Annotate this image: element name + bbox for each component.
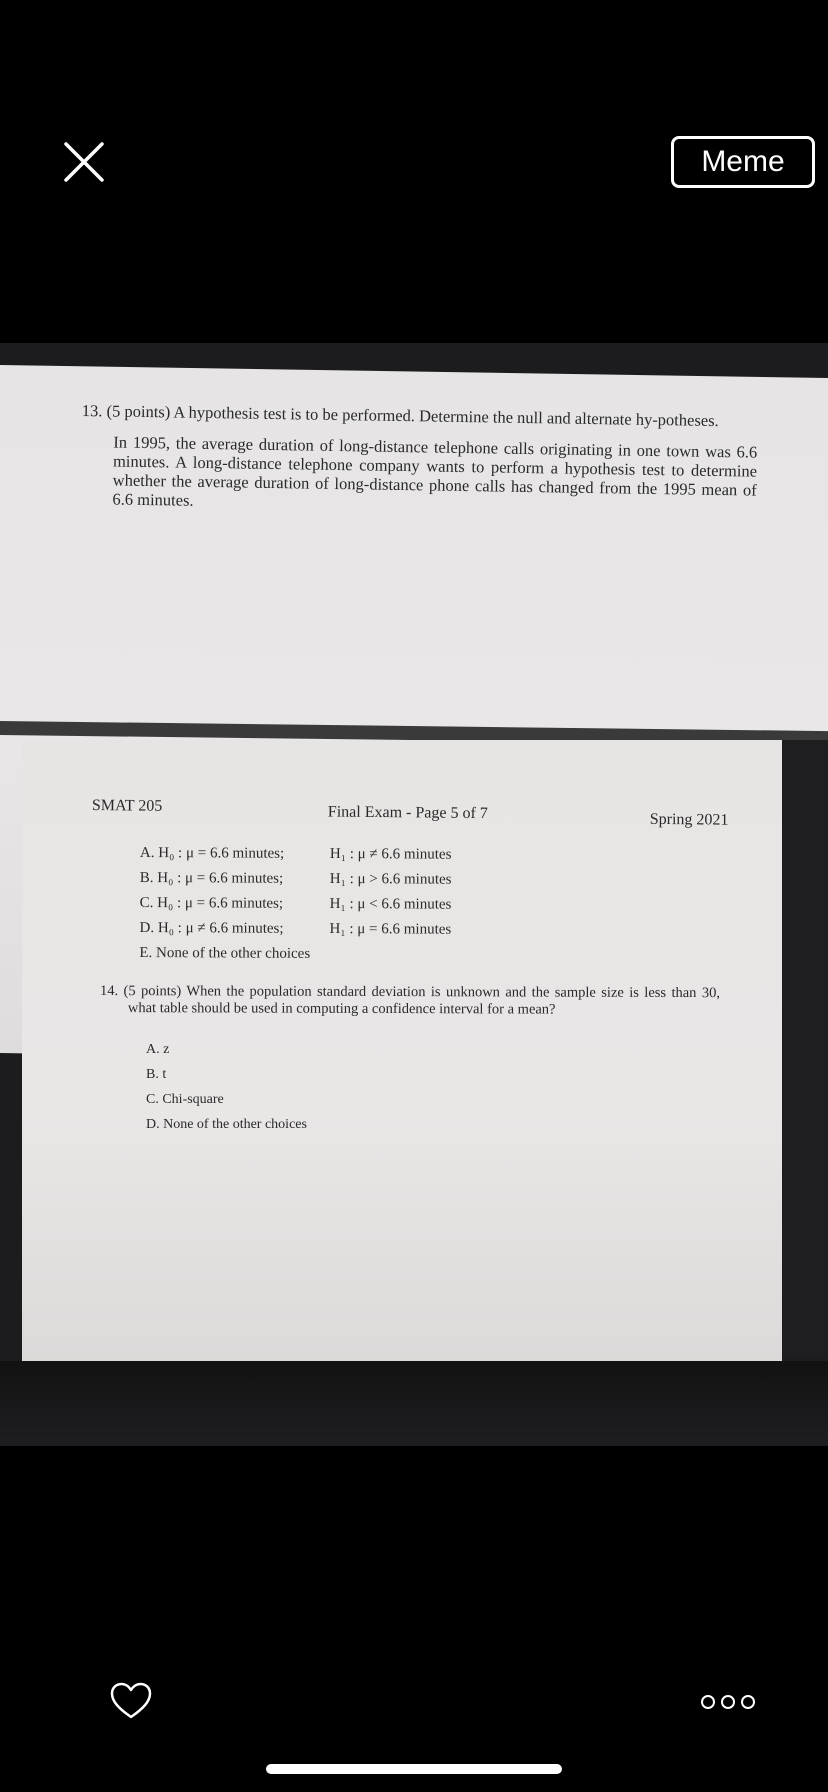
option-b-null: B. H₀ : μ = 6.6 minutes; (139, 869, 284, 887)
option-d (139, 916, 559, 943)
exam-term: Spring 2021 (649, 810, 729, 829)
option-d-alt: H₁ : μ = 6.6 minutes (329, 920, 452, 938)
option-b (140, 866, 560, 893)
question-14 (100, 983, 720, 1019)
like-button[interactable] (110, 1682, 152, 1720)
exam-page-bottom (22, 740, 782, 1361)
course-code: SMAT 205 (91, 797, 163, 815)
option-a-null: A. H₀ : μ = 6.6 minutes; (139, 844, 285, 862)
close-button[interactable] (58, 136, 110, 188)
option-14-c: C. Chi-square (146, 1092, 224, 1107)
option-c (140, 891, 560, 918)
more-dots-icon (698, 1692, 758, 1712)
option-14-b: B. t (146, 1067, 167, 1082)
meme-button[interactable]: Meme (671, 136, 815, 188)
close-x-icon (58, 136, 110, 188)
option-d-null: D. H₀ : μ ≠ 6.6 minutes; (139, 919, 284, 937)
exam-photo (0, 343, 828, 1446)
page-shadow (782, 740, 828, 1355)
option-e-text: E. None of the other choices (139, 944, 311, 962)
question-13-body: In 1995, the average duration of long-distance telephone calls originating in one town was 6.6 minutes. A long-distance telephone company wants to perform a hypothesis test to determine whether the average duration of long-distance phone calls has changed from the 1995 mean of 6.6 minutes. (112, 432, 758, 510)
option-b-alt: H₁ : μ > 6.6 minutes (329, 870, 452, 888)
question-13-options (139, 841, 560, 968)
option-a (140, 841, 560, 868)
option-c-null: C. H₀ : μ = 6.6 minutes; (139, 894, 284, 912)
heart-outline-icon (110, 1682, 152, 1720)
question-14-prompt: 14. (5 points) When the population standard deviation is unknown and the sample size is less than 30, what table should be used in computing a confidence interval for a mean? (99, 983, 720, 1018)
option-c-alt: H₁ : μ < 6.6 minutes (329, 895, 452, 913)
exam-page-title: Final Exam - Page 5 of 7 (327, 803, 488, 823)
option-e (139, 941, 559, 968)
question-14-options (146, 1037, 307, 1137)
option-a-alt: H₁ : μ ≠ 6.6 minutes (329, 845, 452, 863)
more-options-button[interactable] (698, 1692, 758, 1712)
question-13 (80, 401, 758, 519)
home-indicator[interactable] (266, 1764, 562, 1774)
option-14-a: A. z (146, 1042, 170, 1057)
desk-surface (0, 1361, 828, 1446)
question-13-prompt: 13. (5 points) A hypothesis test is to be performed. Determine the null and alternate hy-potheses. (81, 401, 719, 431)
option-14-d: D. None of the other choices (146, 1117, 307, 1132)
